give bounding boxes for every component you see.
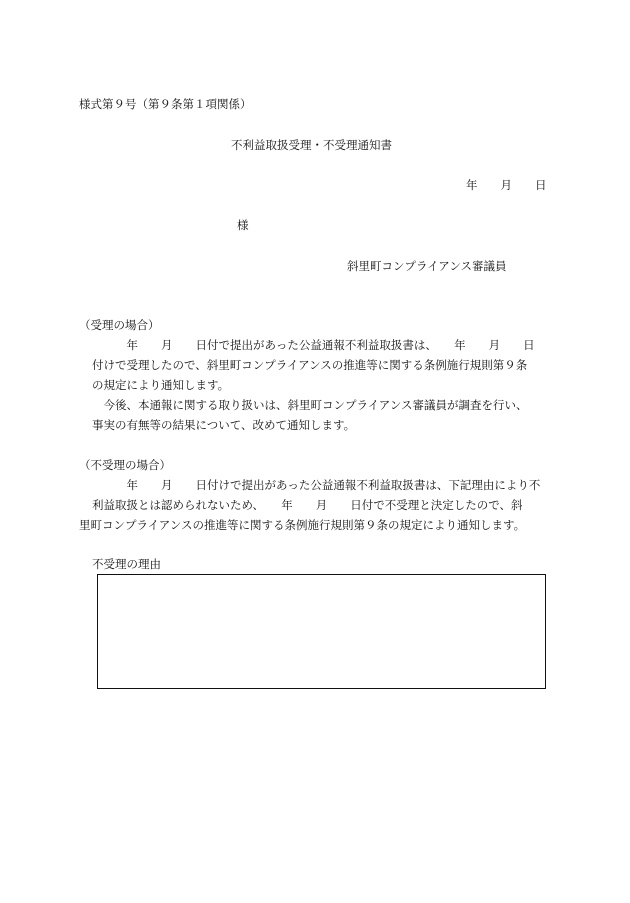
- sender-name: 斜里町コンプライアンス審議員: [347, 259, 507, 273]
- accepted-line: 事実の有無等の結果について、改めて通知します。: [92, 418, 356, 432]
- rejected-line: 利益取扱とは認められないため、 年 月 日付で不受理と決定したので、斜: [92, 498, 523, 512]
- recipient-suffix: 様: [237, 218, 249, 232]
- accepted-heading: （受理の場合）: [79, 318, 160, 332]
- rejected-heading: （不受理の場合）: [79, 458, 171, 472]
- accepted-line: 付けで受理したので、斜里町コンプライアンスの推進等に関する条例施行規則第９条: [92, 358, 528, 372]
- form-number: 様式第９号（第９条第１項関係）: [79, 97, 252, 111]
- reason-box[interactable]: [97, 574, 546, 689]
- rejected-line: 年 月 日付けで提出があった公益通報不利益取扱書は、下記理由により不: [92, 478, 541, 492]
- reason-label: 不受理の理由: [92, 557, 161, 571]
- date-line: 年 月 日: [466, 178, 547, 192]
- document-title: 不利益取扱受理・不受理通知書: [231, 138, 392, 152]
- accepted-line: の規定により通知します。: [92, 378, 230, 392]
- accepted-line: 年 月 日付で提出があった公益通報不利益取扱書は、 年 月 日: [92, 338, 535, 352]
- rejected-line: 里町コンプライアンスの推進等に関する条例施行規則第９条の規定により通知します。: [79, 518, 526, 532]
- accepted-line: 今後、本通報に関する取り扱いは、斜里町コンプライアンス審議員が調査を行い、: [92, 398, 528, 412]
